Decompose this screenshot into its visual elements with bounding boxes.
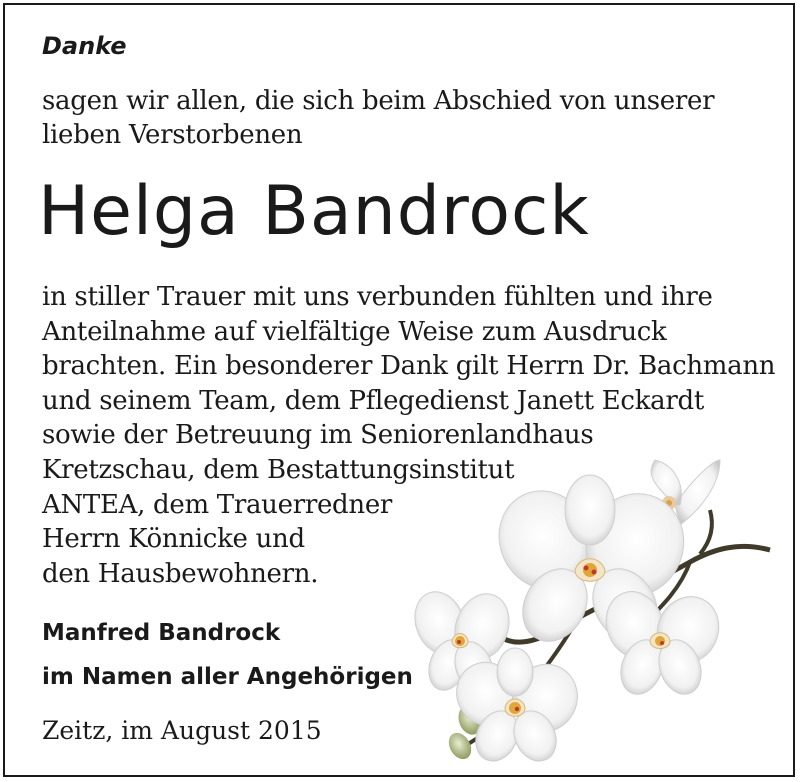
intro-text	[42, 84, 714, 152]
body-line: den Hausbewohnern.	[42, 558, 319, 589]
body-line: Herrn Könnicke und	[42, 524, 305, 555]
notice-heading: Danke	[42, 32, 127, 60]
body-line: in stiller Trauer mit uns verbunden fühlten und ihre	[42, 282, 713, 312]
signature-name: Manfred Bandrock	[42, 620, 281, 646]
body-line: sowie der Betreuung im Seniorenlandhaus	[42, 420, 594, 451]
place-date: Zeitz, im August 2015	[42, 716, 322, 745]
deceased-name: Helga Bandrock	[38, 172, 590, 251]
body-line: brachten. Ein besonderer Dank gilt Herrn Dr. Bachmann	[42, 351, 776, 382]
intro-line: sagen wir allen, die sich beim Abschied von unserer	[42, 86, 715, 116]
body-line: und seinem Team, dem Pflegedienst Janett Eckardt	[42, 385, 704, 416]
white-orchid-icon	[410, 450, 790, 770]
signature-role: im Namen aller Angehörigen	[42, 664, 413, 690]
intro-line: lieben Verstorbenen	[42, 120, 303, 150]
body-line: Kretzschau, dem Bestattungsinstitut	[42, 454, 515, 485]
body-line: ANTEA, dem Trauerredner	[42, 489, 393, 520]
body-line: Anteilnahme auf vielfältige Weise zum Ausdruck	[42, 316, 667, 347]
